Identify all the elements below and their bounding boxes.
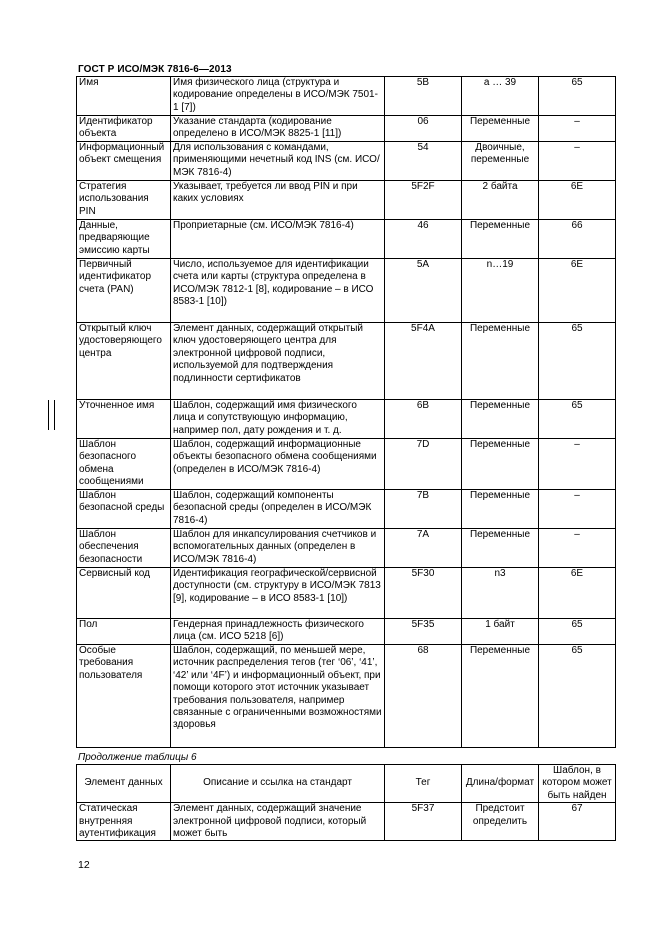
cell-tag: 68 <box>385 645 462 748</box>
cell-description: Число, используемое для идентификации счета или карты (структура определена в ИСО/МЭК 7812-1 [8], кодирование – в ИСО 8583-1 [10]) <box>171 259 385 323</box>
cell-tag: 5F4A <box>385 323 462 400</box>
column-header-element: Элемент данных <box>77 765 171 803</box>
cell-template: – <box>539 490 616 529</box>
cell-element: Особые требования пользователя <box>77 645 171 748</box>
cell-description: Шаблон, содержащий компоненты безопасной среды (определен в ИСО/МЭК 7816-4) <box>171 490 385 529</box>
cell-format: Переменные <box>462 490 539 529</box>
column-header-tag: Тег <box>385 765 462 803</box>
cell-template: – <box>539 439 616 490</box>
cell-description: Указывает, требуется ли ввод PIN и при каких условиях <box>171 181 385 220</box>
cell-description: Шаблон, содержащий имя физического лица и сопутствующую информацию, например пол, дату рождения и т. д. <box>171 400 385 439</box>
table-row <box>77 142 616 181</box>
margin-change-mark <box>54 400 55 430</box>
column-header-description: Описание и ссылка на стандарт <box>171 765 385 803</box>
cell-template: – <box>539 529 616 568</box>
cell-format: n…19 <box>462 259 539 323</box>
table-row <box>77 568 616 619</box>
cell-element: Данные, предваряющие эмиссию карты <box>77 220 171 259</box>
cell-tag: 5B <box>385 77 462 116</box>
cell-tag: 7D <box>385 439 462 490</box>
cell-description: Для использования с командами, применяющими нечетный код INS (см. ИСО/МЭК 7816-4) <box>171 142 385 181</box>
cell-tag: 5F37 <box>385 803 462 841</box>
cell-element: Первичный идентификатор счета (PAN) <box>77 259 171 323</box>
document-header: ГОСТ Р ИСО/МЭК 7816-6—2013 <box>78 64 232 75</box>
cell-element: Пол <box>77 619 171 645</box>
cell-format: Двоичные, переменные <box>462 142 539 181</box>
table-row <box>77 400 616 439</box>
cell-element: Шаблон безопасной среды <box>77 490 171 529</box>
table-row <box>77 259 616 323</box>
cell-tag: 54 <box>385 142 462 181</box>
cell-description: Элемент данных, содержащий открытый ключ удостоверяющего центра для электронной цифровой подписи, используемой для подтверждения подлинности сертификатов <box>171 323 385 400</box>
cell-template: 6E <box>539 259 616 323</box>
cell-format: Переменные <box>462 645 539 748</box>
cell-description: Элемент данных, содержащий значение электронной цифровой подписи, который может быть <box>171 803 385 841</box>
cell-element: Сервисный код <box>77 568 171 619</box>
cell-element: Информационный объект смещения <box>77 142 171 181</box>
cell-template: 6E <box>539 181 616 220</box>
cell-template: 65 <box>539 323 616 400</box>
cell-tag: 5F30 <box>385 568 462 619</box>
cell-element: Шаблон безопасного обмена сообщениями <box>77 439 171 490</box>
cell-template: 66 <box>539 220 616 259</box>
cell-template: 65 <box>539 645 616 748</box>
cell-template: 6E <box>539 568 616 619</box>
table-6-continuation <box>76 764 616 841</box>
cell-element: Имя <box>77 77 171 116</box>
cell-description: Шаблон для инкапсулирования счетчиков и вспомогательных данных (определен в ИСО/МЭК 7816-4) <box>171 529 385 568</box>
cell-format: Переменные <box>462 116 539 142</box>
cell-tag: 5F35 <box>385 619 462 645</box>
page-number: 12 <box>78 859 90 871</box>
cell-template: 65 <box>539 400 616 439</box>
table-row <box>77 116 616 142</box>
cell-description: Имя физического лица (структура и кодирование определены в ИСО/МЭК 7501-1 [7]) <box>171 77 385 116</box>
cell-format: Переменные <box>462 220 539 259</box>
cell-format: Переменные <box>462 529 539 568</box>
column-header-format: Длина/формат <box>462 765 539 803</box>
cell-template: – <box>539 116 616 142</box>
cell-element: Шаблон обеспечения безопасности <box>77 529 171 568</box>
cell-template: 65 <box>539 77 616 116</box>
cell-description: Шаблон, содержащий информационные объекты безопасного обмена сообщениями (определен в ИСО/МЭК 7816-4) <box>171 439 385 490</box>
cell-element: Идентификатор объекта <box>77 116 171 142</box>
table-continuation-caption: Продолжение таблицы 6 <box>78 752 197 763</box>
table-row <box>77 220 616 259</box>
cell-description: Шаблон, содержащий, по меньшей мере, источник распределения тегов (тег ‘06’, ‘41’, ‘42’ или ‘4F’) и информационный объект, при помощи которого этот источник указывает требования пользователя, например связанные с ограниченными возможностями здоровья <box>171 645 385 748</box>
cell-description: Идентификация географической/сервисной доступности (см. структуру в ИСО/МЭК 7813 [9], кодирование – в ИСО 8583-1 [10]) <box>171 568 385 619</box>
cell-tag: 5F2F <box>385 181 462 220</box>
cell-tag: 6B <box>385 400 462 439</box>
cell-template: – <box>539 142 616 181</box>
cell-format: 2 байта <box>462 181 539 220</box>
cell-template: 67 <box>539 803 616 841</box>
cell-format: n3 <box>462 568 539 619</box>
cell-template: 65 <box>539 619 616 645</box>
table-row <box>77 645 616 748</box>
table-row <box>77 529 616 568</box>
cell-tag: 7B <box>385 490 462 529</box>
table-row <box>77 77 616 116</box>
cell-element: Уточненное имя <box>77 400 171 439</box>
cell-format: Предстоит определить <box>462 803 539 841</box>
column-header-template: Шаблон, в котором может быть найден <box>539 765 616 803</box>
cell-tag: 06 <box>385 116 462 142</box>
table-6-part <box>76 76 616 748</box>
cell-tag: 7A <box>385 529 462 568</box>
table-header-row <box>77 765 616 803</box>
table-row <box>77 181 616 220</box>
cell-description: Проприетарные (см. ИСО/МЭК 7816-4) <box>171 220 385 259</box>
table-row <box>77 619 616 645</box>
cell-element: Стратегия использования PIN <box>77 181 171 220</box>
cell-description: Гендерная принадлежность физического лица (см. ИСО 5218 [6]) <box>171 619 385 645</box>
cell-format: Переменные <box>462 323 539 400</box>
table-row <box>77 439 616 490</box>
table-row <box>77 323 616 400</box>
cell-format: Переменные <box>462 439 539 490</box>
cell-tag: 5A <box>385 259 462 323</box>
cell-element: Открытый ключ удостоверяющего центра <box>77 323 171 400</box>
cell-element: Статическая внутренняя аутентификация <box>77 803 171 841</box>
cell-format: Переменные <box>462 400 539 439</box>
cell-format: 1 байт <box>462 619 539 645</box>
table-row <box>77 803 616 841</box>
cell-description: Указание стандарта (кодирование определено в ИСО/МЭК 8825-1 [11]) <box>171 116 385 142</box>
table-row <box>77 490 616 529</box>
cell-format: a … 39 <box>462 77 539 116</box>
cell-tag: 46 <box>385 220 462 259</box>
margin-change-mark <box>48 400 49 430</box>
